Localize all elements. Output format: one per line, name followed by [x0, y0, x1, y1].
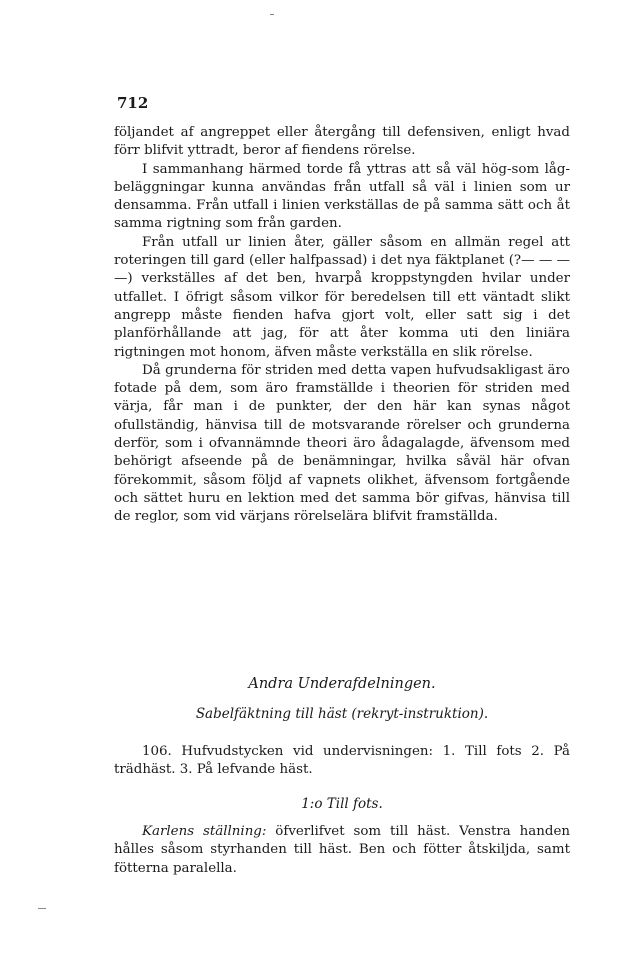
article-number: 106. — [142, 744, 172, 759]
paragraph-4: Då grunderna för striden med detta vapen hufvudsakligast äro fotade på dem, som äro framställde i theorien för striden med värja, får man i de punkter, der den här kan synas något ofullständig, hänvisa till de motsvarande rörelser och grunderna derför, som i ofvannämnde theori äro ådagalagde, äfvensom med behörigt afseende på de benämningar, hvilka såväl här ofvan förekommit, såsom följd af vapnets olikhet, äfvensom fortgående och sättet huru en lektion med det samma bör gifvas, hänvisa till de reglor, som vid värjans rörelselära blifvit framställda. — [114, 362, 570, 525]
article-text: Hufvudstycken vid undervisningen: 1. Till fots 2. På trädhäst. 3. På lefvande häst. — [114, 744, 570, 778]
paragraph-3: Från utfall ur linien åter, gäller såsom en allmän regel att roteringen till gard (eller halfpassad) i det nya fäktplanet (?— — — —) verkställes af det ben, hvarpå kroppstyngden hvilar under utfallet. I öfrigt såsom vilkor för beredelsen till ett väntadt slikt angrepp måste fienden hafva gjort volt, eller satt sig i det planförhållande att jag, för att åter komma uti den liniära rigtningen mot honom, äfven måste verkställa en slik rörelse. — [114, 234, 570, 360]
paragraph-2: I sammanhang härmed torde få yttras att så väl hög-som låg-beläggningar kunna användas från utfall så väl i linien som ur densamma. Från utfall i linien verkställas de på samma sätt och åt samma rigtning som från garden. — [114, 161, 570, 232]
section-subheading: Sabelfäktning till häst (rekryt-instruktion). — [195, 706, 489, 722]
final-block — [114, 823, 570, 878]
final-paragraph — [114, 823, 570, 878]
final-text: öfverlifvet som till häst. Venstra handen hålles såsom styrhanden till häst. Ben och fötter åtskiljda, samt fötterna paralella. — [114, 824, 570, 876]
paragraph-1: följandet af angreppet eller återgång till defensiven, enligt hvad förr blifvit yttradt, beror af fiendens rörelse. — [114, 125, 570, 159]
article-paragraph — [114, 743, 570, 780]
article-block — [114, 743, 570, 780]
scan-speck — [270, 14, 274, 15]
body-text — [114, 124, 570, 527]
final-lead: Karlens ställning: — [142, 824, 267, 839]
sub-heading: 1:o Till fots. — [301, 796, 383, 812]
scan-speck — [38, 908, 46, 909]
section-heading: Andra Underafdelningen. — [248, 676, 436, 692]
page-number: 712 — [117, 94, 149, 112]
